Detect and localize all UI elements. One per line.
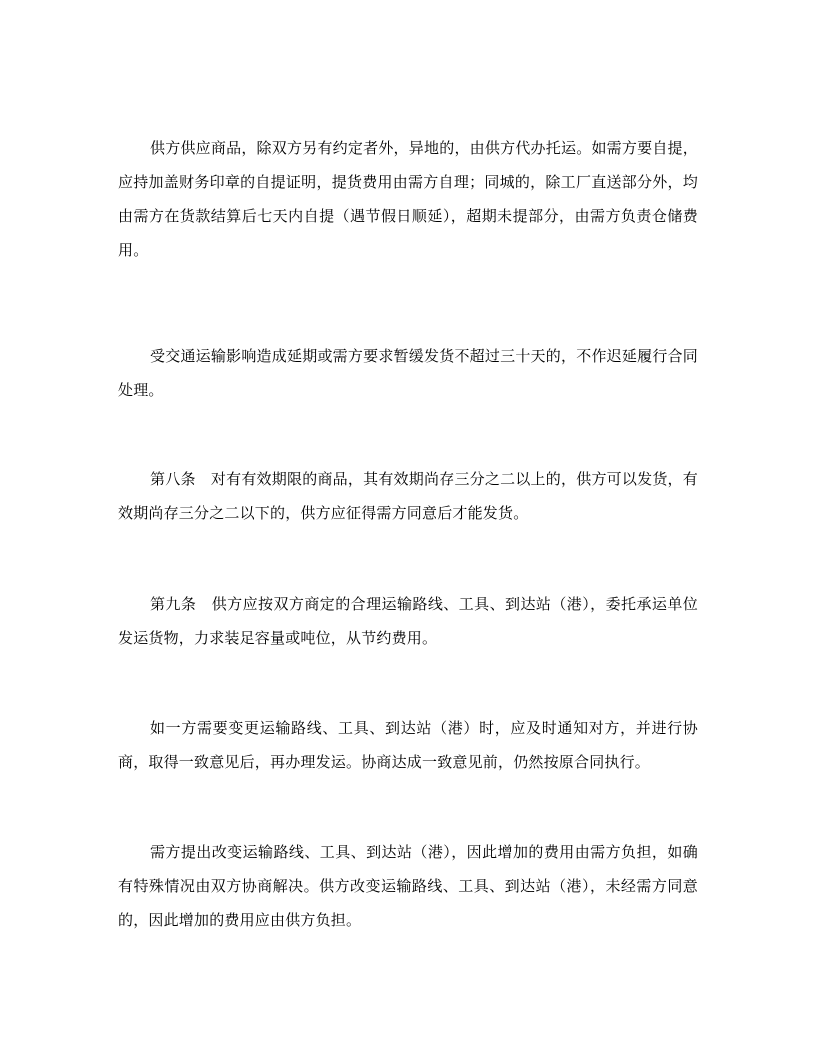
paragraph-delivery-terms: 供方供应商品，除双方另有约定者外，异地的，由供方代办托运。如需方要自提，应持加盖财务印章的自提证明，提货费用由需方自理；同城的，除工厂直送部分外，均由需方在货款结算后七天内自提（遇节假日顺延），超期未提部分，由需方负责仓储费用。 — [118, 139, 698, 259]
paragraph-article-9: 第九条 供方应按双方商定的合理运输路线、工具、到达站（港），委托承运单位发运货物，力求装足容量或吨位，从节约费用。 — [118, 595, 698, 647]
paragraph-route-change-notice: 如一方需要变更运输路线、工具、到达站（港）时，应及时通知对方，并进行协商，取得一致意见后，再办理发运。协商达成一致意见前，仍然按原合同执行。 — [118, 719, 698, 771]
paragraph-article-8: 第八条 对有有效期限的商品，其有效期尚存三分之二以上的，供方可以发货，有效期尚存三分之二以下的，供方应征得需方同意后才能发货。 — [118, 470, 698, 522]
paragraph-route-change-cost: 需方提出改变运输路线、工具、到达站（港），因此增加的费用由需方负担，如确有特殊情况由双方协商解决。供方改变运输路线、工具、到达站（港），未经需方同意的，因此增加的费用应由供方负担。 — [118, 843, 698, 929]
paragraph-transport-delay: 受交通运输影响造成延期或需方要求暂缓发货不超过三十天的，不作迟延履行合同处理。 — [118, 347, 698, 399]
